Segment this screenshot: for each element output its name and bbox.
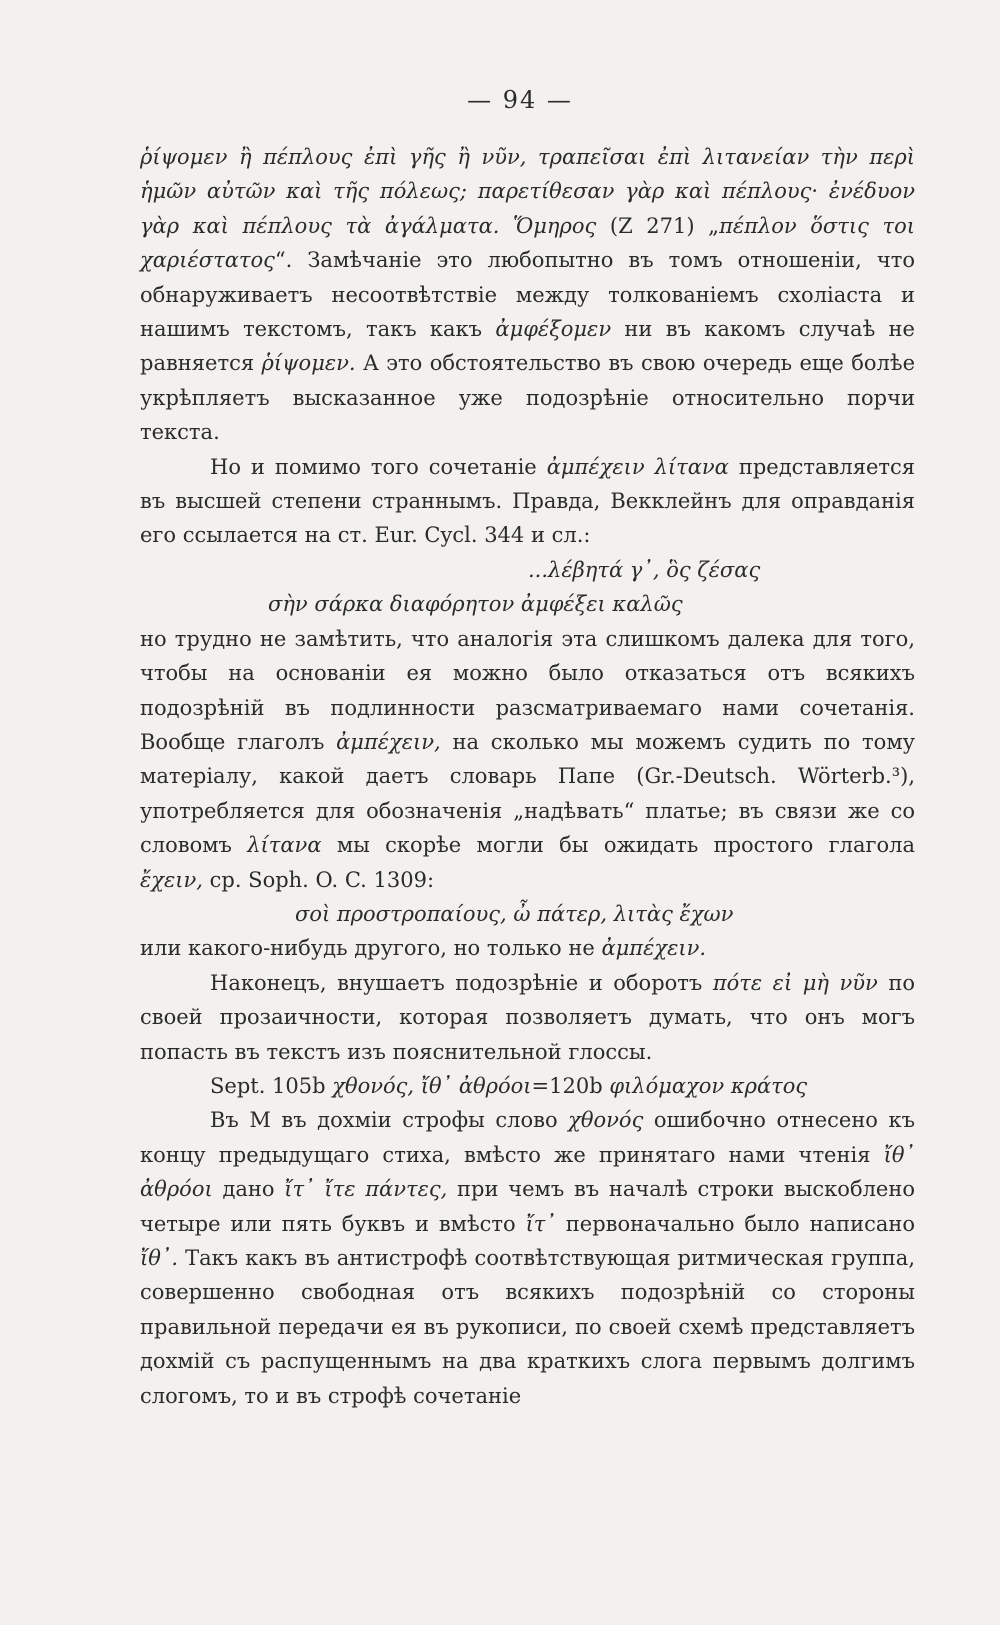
text-run: представляется въ высшей степени страннымъ. Правда, Векклейнъ для оправданія его ссылается на ст. Eur. Cycl. 344 и сл.: [140, 454, 915, 548]
paragraph [140, 931, 915, 965]
greek-text: ἀμπέχειν. [601, 936, 707, 961]
paragraph [140, 1103, 915, 1413]
verse-quote [140, 587, 915, 621]
greek-text: ἴθ᾽. [140, 1246, 179, 1270]
text-run: ни въ какомъ случаѣ не равняется [140, 317, 915, 376]
greek-text: χθονός [568, 1108, 644, 1133]
paragraph [140, 622, 915, 897]
greek-text: χθονός, ἴθ᾽ ἀθρόοι [332, 1073, 532, 1098]
text-run: мы скорѣе могли бы ожидать простого глагола [321, 833, 915, 858]
text-run: А это обстоятельство въ свою очередь еще болѣе укрѣпляетъ высказанное уже подозрѣніе относительно порчи текста. [140, 351, 915, 445]
text-run: первоначально было написано [555, 1211, 915, 1236]
text-run: при чемъ въ началѣ строки выскоблено четыре или пять буквъ и вмѣсто [140, 1177, 915, 1236]
paragraph [140, 966, 915, 1069]
body-text [140, 140, 915, 1413]
greek-text: ἴτ᾽ ἴτε πάντες, [284, 1177, 448, 1202]
section-heading [140, 1069, 915, 1103]
text-run: Sept. 105b [210, 1073, 333, 1098]
greek-text: λίτανα [247, 833, 322, 858]
greek-text: σοὶ προστροπαίους, ὦ πάτερ, λιτὰς ἔχων [295, 901, 734, 926]
greek-text: σὴν σάρκα διαφόρητον ἀμφέξει καλῶς [268, 592, 683, 617]
text-run: Наконецъ, внушаетъ подозрѣніе и оборотъ [210, 970, 713, 995]
text-run: Такъ какъ въ антистрофѣ соотвѣтствующая ритмическая группа, совершенно свободная отъ всякихъ подозрѣній со стороны правильной передачи ея въ рукописи, по своей схемѣ представляетъ дохмій съ распущеннымъ на два краткихъ слога первымъ долгимъ слогомъ, то и въ строфѣ сочетаніе [140, 1246, 915, 1408]
paragraph [140, 140, 915, 450]
greek-text: πότε εἰ μὴ νῦν [712, 970, 878, 995]
greek-text: ἴτ᾽ [525, 1211, 556, 1236]
verse-quote [140, 897, 915, 931]
text-run: “. Замѣчаніе это любопытно въ томъ отношеніи, что обнаруживаетъ несоотвѣтствіе между толкованіемъ схоліаста и нашимъ текстомъ, такъ какъ [140, 248, 915, 342]
greek-text: πέπλον ὅστις τοι χαριέστατος [140, 213, 915, 273]
text-run: или какого-нибудь другого, но только не [140, 936, 602, 961]
greek-text: ῥίψομεν. [261, 351, 356, 376]
text-run: ошибочно отнесено къ концу предыдущаго стиха, вмѣсто же принятаго нами чтенія [140, 1108, 916, 1167]
greek-text: ἀμπέχειν, [336, 729, 441, 754]
page-number: — 94 — [467, 86, 573, 114]
text-run: по своей прозаичности, которая позволяетъ думать, что онъ могъ попасть въ текстъ изъ пояснительной глоссы. [140, 970, 915, 1064]
text-run: =120b [531, 1073, 610, 1098]
text-run: дано [212, 1177, 285, 1202]
verse-quote [140, 553, 915, 587]
text-run: ср. Soph. O. C. 1309: [202, 867, 435, 892]
text-run: Но и помимо того сочетаніе [210, 454, 547, 479]
greek-text: ...λέβητά γ᾽, ὃς ζέσας [528, 557, 761, 582]
text-run: Въ M въ дохміи строфы слово [210, 1108, 569, 1133]
greek-text: ἀμπέχειν λίτανα [546, 454, 729, 479]
greek-text: φιλόμαχον κράτος [609, 1073, 808, 1098]
text-run: но трудно не замѣтить, что аналогія эта слишкомъ далека для того, чтобы на основаніи ея можно было отказаться отъ всякихъ подозрѣній въ подлинности разсматриваемаго нами сочетанія. Вообще глаголъ [140, 626, 915, 754]
greek-text: ἀμφέξομεν [495, 317, 612, 342]
paragraph [140, 450, 915, 553]
text-run: (Z 271) „ [596, 213, 720, 238]
text-run: на сколько мы можемъ судить по тому матеріалу, какой даетъ словарь Папе (Gr.-Deutsch. Wörterb.³), употребляется для обозначенія „надѣвать“ платье; въ связи же со словомъ [140, 729, 916, 858]
greek-text: ἔχειν, [140, 867, 203, 892]
greek-text: ῥίψομεν ἢ πέπλους ἐπὶ γῆς ἢ νῦν, τραπεῖσαι ἐπὶ λιτανείαν τὴν περὶ ἡμῶν αὐτῶν καὶ τῆς πόλεως; παρετίθεσαν γὰρ καὶ πέπλους· ἐνέδυον γὰρ καὶ πέπλους τὰ ἀγάλματα. Ὅμηρος [140, 145, 915, 238]
greek-text: ἴθ᾽ ἀθρόοι [140, 1142, 915, 1202]
